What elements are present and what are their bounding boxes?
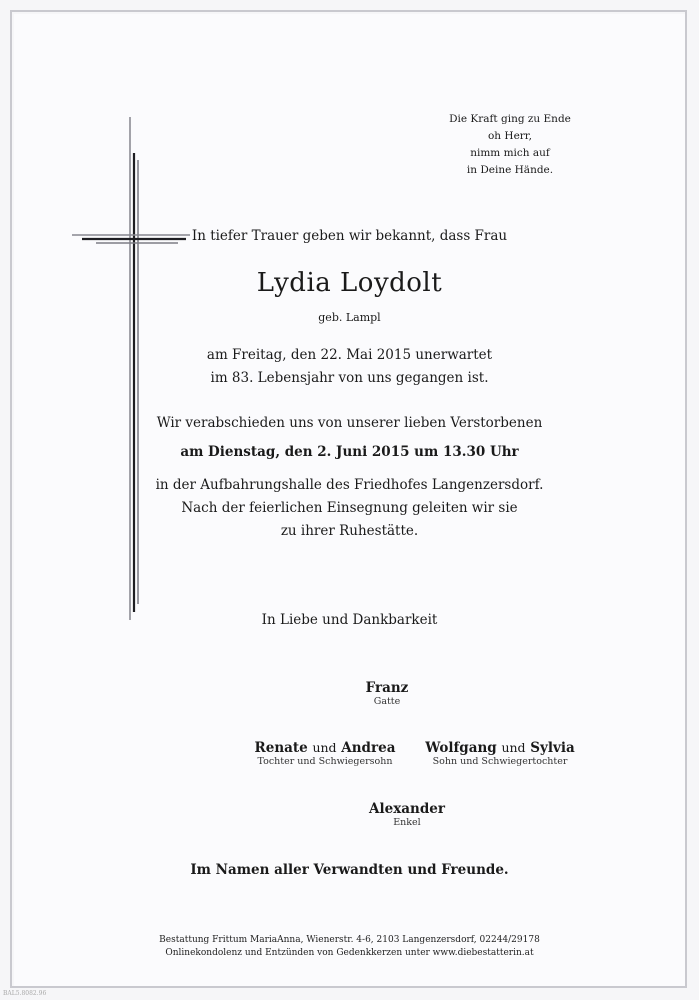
print-code: BAL5.8082.96 (3, 990, 47, 997)
details-line: Nach der feierlichen Einsegnung geleiten wir sie (181, 500, 518, 516)
mourner-second: Sylvia (530, 740, 575, 756)
closing-text: In Liebe und Dankbarkeit (261, 612, 438, 628)
quote-line: oh Herr, (487, 130, 532, 142)
footer-line: Onlinekondolenz und Entzünden von Gedenkkerzen unter www.diebestatterin.at (165, 948, 534, 958)
footer-line: Bestattung Frittum MariaAnna, Wienerstr. 4-6, 2103 Langenzersdorf, 02244/29178 (159, 935, 540, 945)
funeral-date: am Dienstag, den 2. Juni 2015 um 13.30 Uhr (180, 444, 519, 460)
details-line: zu ihrer Ruhestätte. (280, 523, 419, 539)
footer (0, 934, 699, 960)
mourner-role: Enkel (393, 817, 421, 828)
mourner-role: Sohn und Schwiegertochter (432, 756, 568, 767)
mourner-spouse (312, 680, 462, 707)
intro-text: In tiefer Trauer geben wir bekannt, dass Frau (191, 228, 508, 244)
mourner-role: Tochter und Schwiegersohn (257, 756, 393, 767)
mourner-grandchild (322, 801, 492, 828)
birth-name: geb. Lampl (318, 311, 381, 324)
deceased-name: Lydia Loydolt (256, 268, 443, 298)
mourner-first: Renate (254, 740, 308, 756)
mourner-role: Gatte (373, 696, 401, 707)
mourner-son (405, 740, 595, 767)
funeral-details (0, 474, 699, 543)
quote-verse (440, 111, 580, 179)
mourner-name: Alexander (369, 801, 445, 817)
mourner-daughter (230, 740, 420, 767)
farewell-intro: Wir verabschieden uns von unserer lieben Verstorbenen (156, 415, 543, 431)
quote-line: Die Kraft ging zu Ende (449, 113, 571, 125)
mourner-name (230, 740, 420, 756)
details-line: in der Aufbahrungshalle des Friedhofes Langenzersdorf. (155, 477, 544, 493)
mourner-name (405, 740, 595, 756)
mourner-first: Wolfgang (425, 740, 497, 756)
mourner-name: Franz (365, 680, 409, 696)
quote-line: nimm mich auf (470, 147, 550, 159)
relatives-text: Im Namen aller Verwandten und Freunde. (190, 862, 509, 878)
quote-line: in Deine Hände. (466, 164, 554, 176)
mourner-second: Andrea (341, 740, 396, 756)
mourner-und: und (501, 740, 526, 755)
mourner-und: und (312, 740, 337, 755)
death-line: am Freitag, den 22. Mai 2015 unerwartet (206, 347, 493, 363)
death-line: im 83. Lebensjahr von uns gegangen ist. (210, 370, 489, 386)
death-info (0, 344, 699, 390)
